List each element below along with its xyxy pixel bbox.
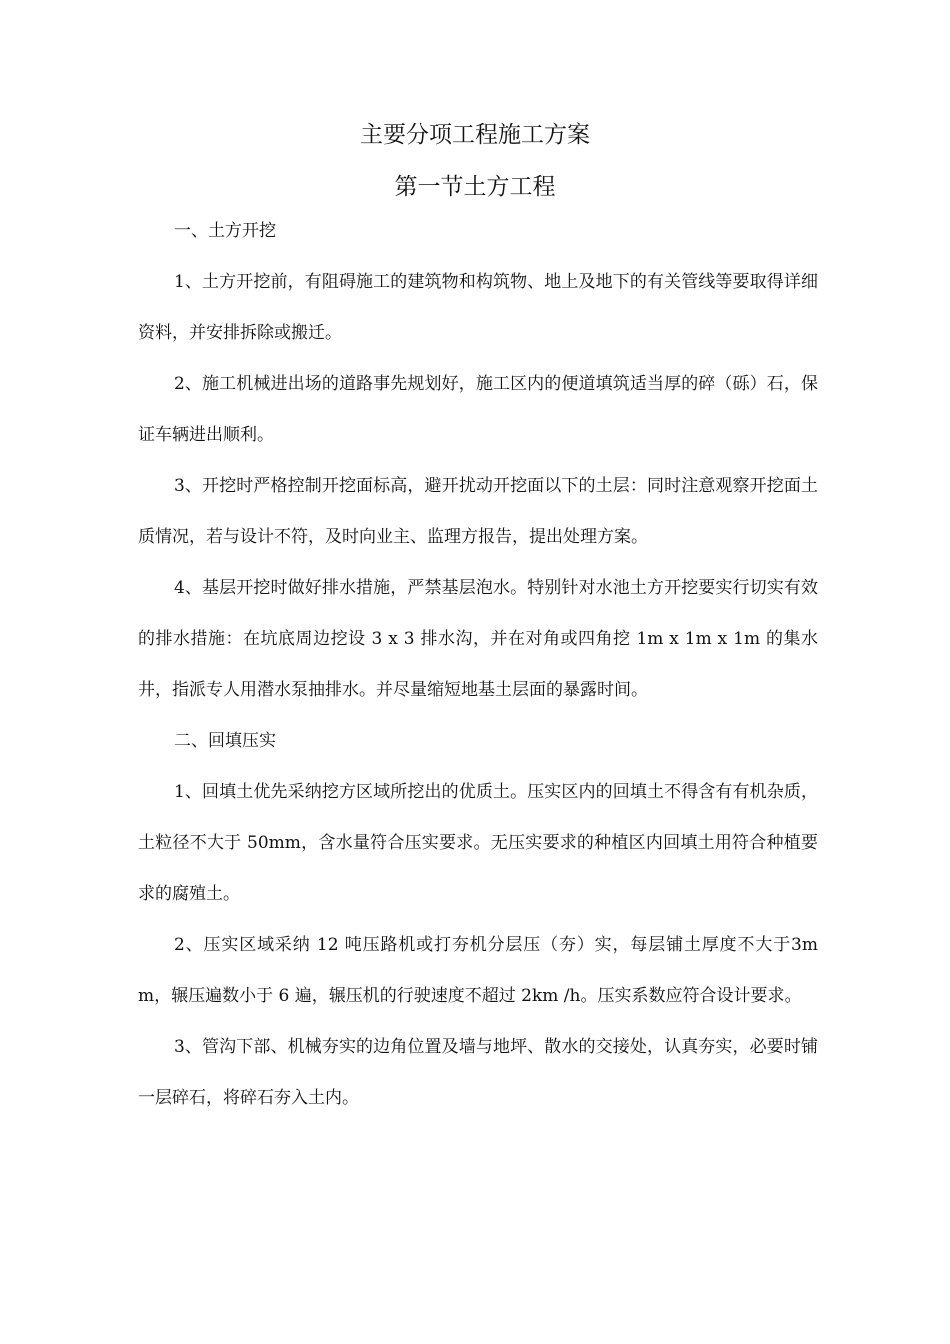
paragraph: 3、管沟下部、机械夯实的边角位置及墙与地坪、散水的交接处，认真夯实，必要时铺一层碎石，将碎石夯入土内。 [138, 1037, 818, 1108]
paragraph: 4、基层开挖时做好排水措施，严禁基层泡水。特别针对水池土方开挖要实行切实有效的排水措施：在坑底周边挖设 3 x 3 排水沟，并在对角或四角挖 1m x 1m x 1m 的集水井，指派专人用潜水泵抽排水。并尽量缩短地基土层面的暴露时间。 [138, 578, 818, 700]
subsection-heading-backfill: 二、回填压实 [174, 731, 276, 751]
document-title: 主要分项工程施工方案 [360, 122, 590, 148]
subsection-heading-excavation: 一、土方开挖 [174, 221, 276, 241]
paragraph: 3、开挖时严格控制开挖面标高，避开扰动开挖面以下的土层：同时注意观察开挖面土质情况，若与设计不符，及时向业主、监理方报告，提出处理方案。 [138, 476, 818, 547]
paragraph: 1、土方开挖前，有阻碍施工的建筑物和构筑物、地上及地下的有关管线等要取得详细资料，并安排拆除或搬迁。 [138, 272, 818, 343]
paragraph: 2、施工机械进出场的道路事先规划好，施工区内的便道填筑适当厚的碎（砾）石，保证车辆进出顺利。 [138, 374, 818, 445]
section-title: 第一节土方工程 [394, 174, 556, 200]
paragraph: 2、压实区域采纳 12 吨压路机或打夯机分层压（夯）实，每层铺土厚度不大于3mm，辗压遍数小于 6 遍，辗压机的行驶速度不超过 2km /h。压实系数应符合设计要求。 [138, 935, 818, 1006]
document-body [138, 206, 818, 1124]
paragraph: 1、回填土优先采纳挖方区域所挖出的优质土。压实区内的回填土不得含有有机杂质，土粒径不大于 50mm，含水量符合压实要求。无压实要求的种植区内回填土用符合种植要求的腐殖土。 [138, 782, 818, 904]
